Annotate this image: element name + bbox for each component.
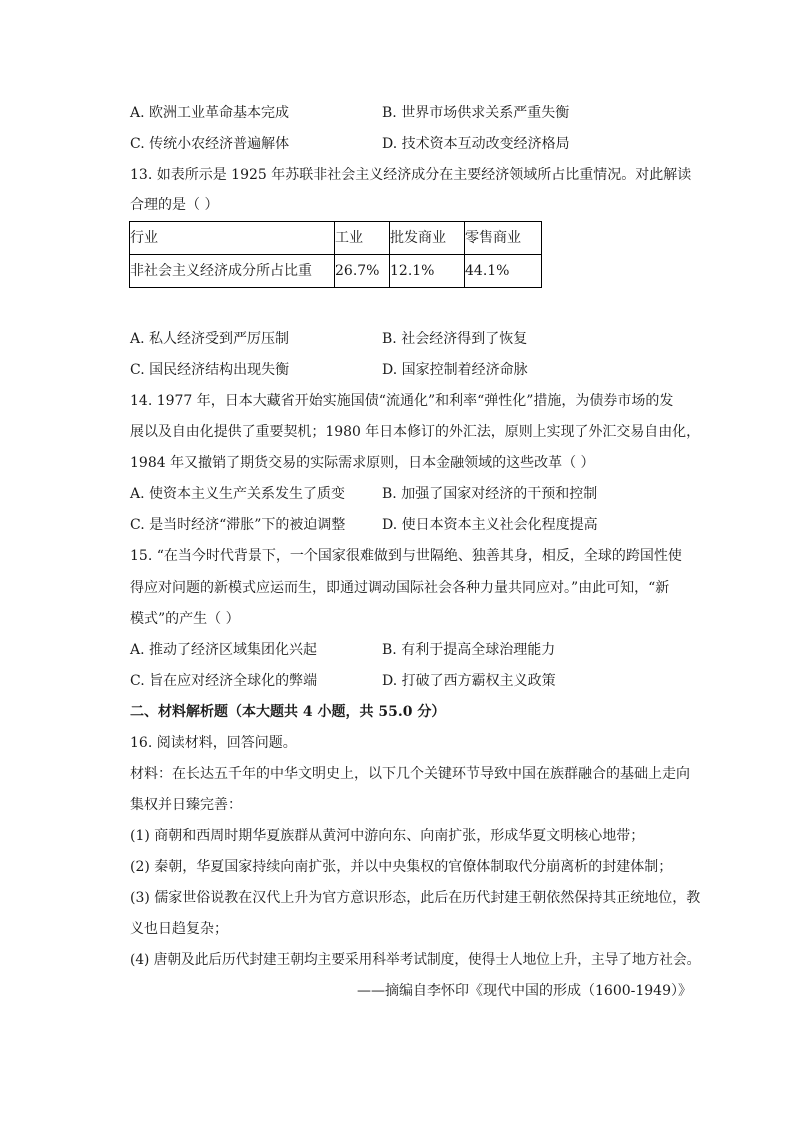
q13-stem-line1: 13. 如表所示是 1925 年苏联非社会主义经济成分在主要经济领域所占比重情况。对此解读 <box>130 167 692 183</box>
q13-option-c: C. 国民经济结构出现失衡 <box>130 362 290 378</box>
q12-option-d: D. 技术资本互动改变经济格局 <box>382 136 570 152</box>
q15-stem-line1: 15. “在当今时代背景下，一个国家很难做到与世隔绝、独善其身，相反，全球的跨国性使 <box>130 548 682 564</box>
q16-material-line2: 集权并日臻完善： <box>130 797 242 813</box>
q16-source-citation: ——摘编自李怀印《现代中国的形成（1600-1949）》 <box>357 983 692 999</box>
q12-option-b: B. 世界市场供求关系严重失衡 <box>382 105 570 121</box>
q16-material-line1: 材料：在长达五千年的中华文明史上，以下几个关键环节导致中国在族群融合的基础上走向 <box>130 766 690 782</box>
table-header-row <box>130 222 542 255</box>
q14-stem-line3: 1984 年又撤销了期货交易的实际需求原则，日本金融领域的这些改革（ ） <box>130 455 595 471</box>
section-heading: 二、材料解析题（本大题共 4 小题，共 55.0 分） <box>130 704 446 720</box>
q15-option-c: C. 旨在应对经济全球化的弊端 <box>130 673 318 689</box>
q16-point-2: (2) 秦朝，华夏国家持续向南扩张，并以中央集权的官僚体制取代分崩离析的封建体制； <box>130 859 673 875</box>
q16-point-1: (1) 商朝和西周时期华夏族群从黄河中游向东、向南扩张，形成华夏文明核心地带； <box>130 828 645 844</box>
q15-option-b: B. 有利于提高全球治理能力 <box>382 642 556 658</box>
q15-stem-line3: 模式”的产生（ ） <box>130 611 240 627</box>
q15-option-d: D. 打破了西方霸权主义政策 <box>382 673 556 689</box>
q12-option-a: A. 欧洲工业革命基本完成 <box>130 105 290 121</box>
q16-point-4: (4) 唐朝及此后历代封建王朝均主要采用科举考试制度，使得士人地位上升，主导了地方社会。 <box>130 952 701 968</box>
q14-option-a: A. 使资本主义生产关系发生了质变 <box>130 486 346 502</box>
table-cell: 12.1% <box>390 255 465 288</box>
table-header-cell: 零售商业 <box>465 222 542 255</box>
table-cell: 44.1% <box>465 255 542 288</box>
q14-option-d: D. 使日本资本主义社会化程度提高 <box>382 517 598 533</box>
q16-intro: 16. 阅读材料，回答问题。 <box>130 735 297 751</box>
q14-stem-line1: 14. 1977 年，日本大藏省开始实施国债“流通化”和利率“弹性化”措施，为债券市场的发 <box>130 393 674 409</box>
q13-table <box>129 221 542 288</box>
table-header-cell: 工业 <box>335 222 390 255</box>
q14-option-b: B. 加强了国家对经济的干预和控制 <box>382 486 598 502</box>
q14-option-c: C. 是当时经济“滞胀”下的被迫调整 <box>130 517 346 533</box>
q13-option-a: A. 私人经济受到严厉压制 <box>130 331 290 347</box>
q13-stem-line2: 合理的是（ ） <box>130 197 219 213</box>
q16-point-3-line1: (3) 儒家世俗说教在汉代上升为官方意识形态，此后在历代封建王朝依然保持其正统地位，教 <box>130 890 701 906</box>
table-cell: 26.7% <box>335 255 390 288</box>
q15-stem-line2: 得应对问题的新模式应运而生，即通过调动国际社会各种力量共同应对。”由此可知，“新 <box>130 580 670 596</box>
table-row <box>130 255 542 288</box>
q13-option-b: B. 社会经济得到了恢复 <box>382 331 528 347</box>
q15-option-a: A. 推动了经济区域集团化兴起 <box>130 642 318 658</box>
table-header-cell: 行业 <box>130 222 335 255</box>
table-cell: 非社会主义经济成分所占比重 <box>130 255 335 288</box>
q14-stem-line2: 展以及自由化提供了重要契机；1980 年日本修订的外汇法，原则上实现了外汇交易自由化， <box>130 424 701 440</box>
q12-option-c: C. 传统小农经济普遍解体 <box>130 136 290 152</box>
table-header-cell: 批发商业 <box>390 222 465 255</box>
q13-option-d: D. 国家控制着经济命脉 <box>382 362 528 378</box>
q16-point-3-line2: 义也日趋复杂； <box>130 921 228 937</box>
